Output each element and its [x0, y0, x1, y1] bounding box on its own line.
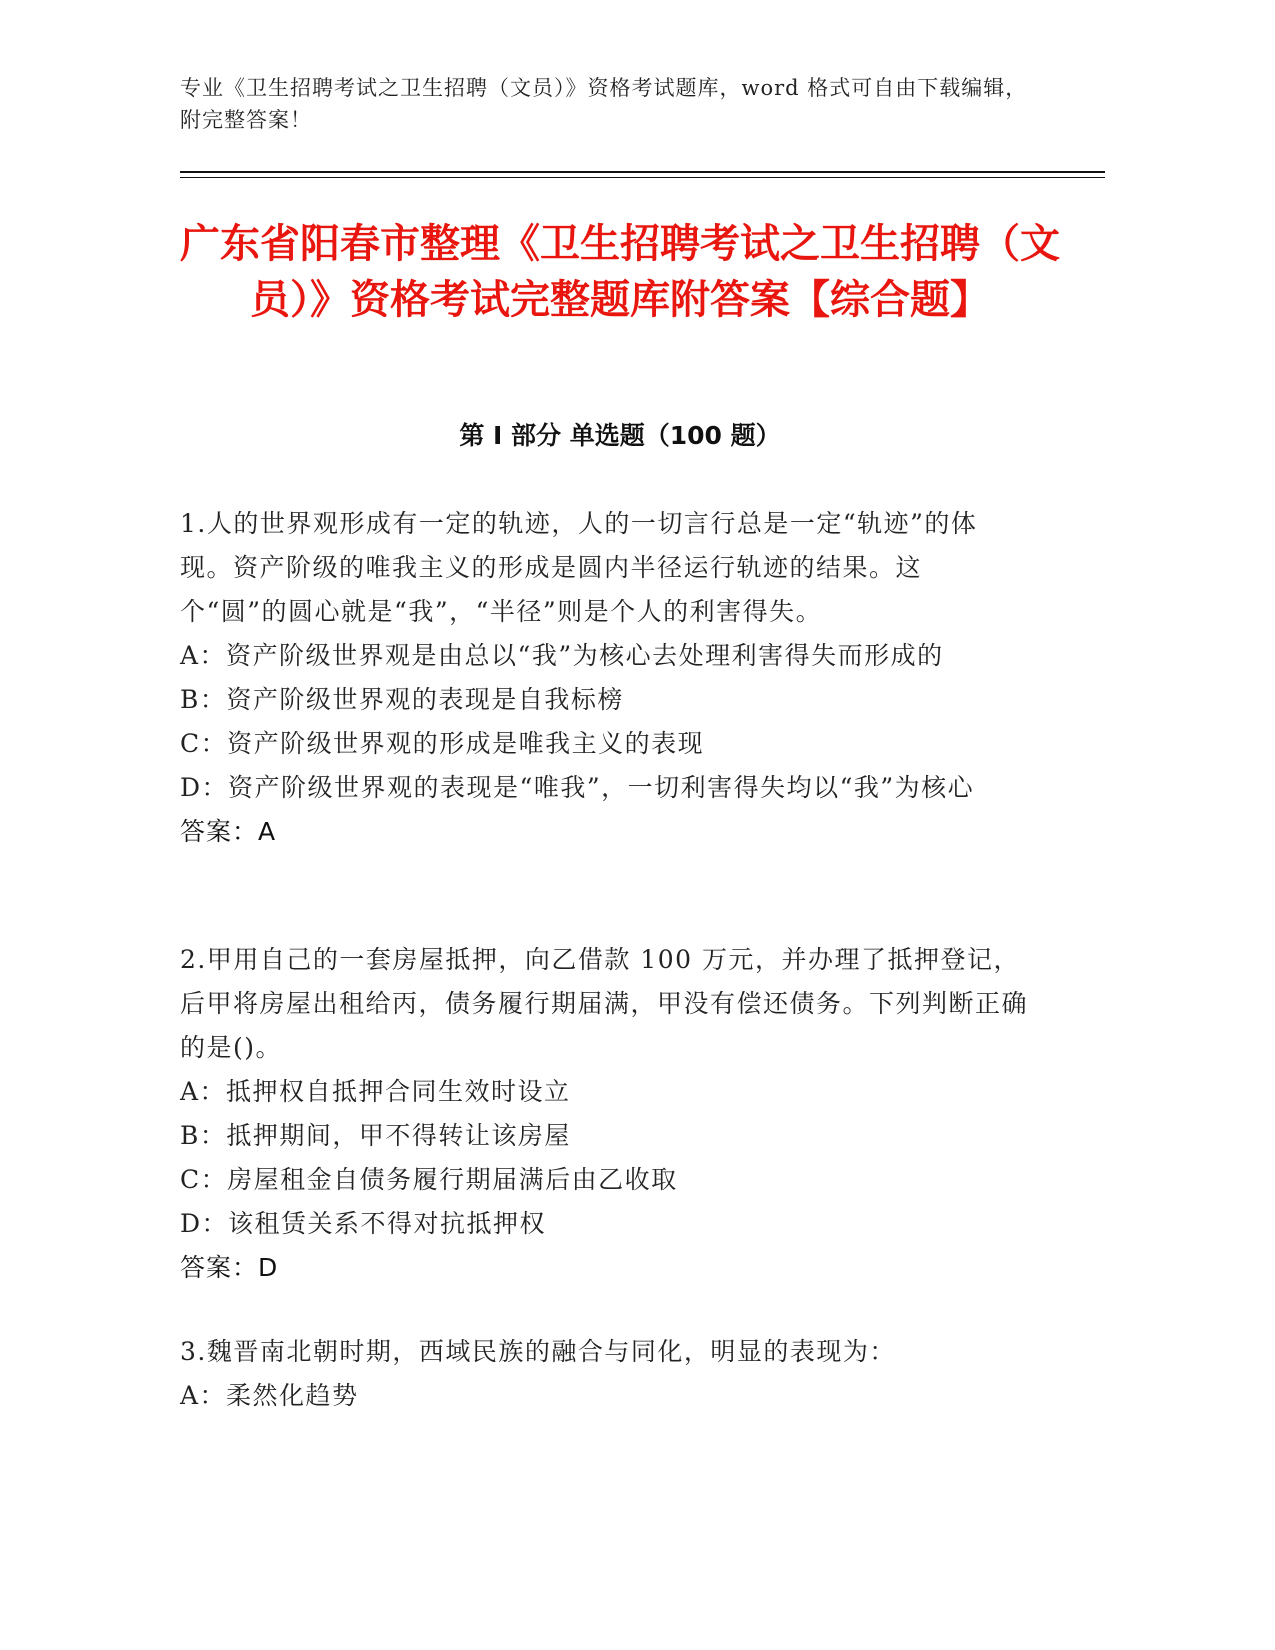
option-d: D：该租赁关系不得对抗抵押权	[180, 1209, 547, 1238]
question-3	[180, 1330, 1030, 1418]
question-stem: 3.魏晋南北朝时期，西域民族的融合与同化，明显的表现为：	[180, 1337, 896, 1366]
option-a: A：资产阶级世界观是由总以“我”为核心去处理利害得失而形成的	[180, 641, 944, 670]
answer-line: 答案：A	[180, 817, 277, 846]
header-divider-thin	[180, 177, 1105, 178]
document-title: 广东省阳春市整理《卫生招聘考试之卫生招聘（文员）》资格考试完整题库附答案【综合题】	[180, 221, 1060, 323]
question-1	[180, 502, 1030, 854]
header-note: 专业《卫生招聘考试之卫生招聘（文员）》资格考试题库，word 格式可自由下载编辑，附完整答案！	[180, 76, 1028, 132]
option-a: A：抵押权自抵押合同生效时设立	[180, 1077, 571, 1106]
question-stem: 2.甲用自己的一套房屋抵押，向乙借款 100 万元，并办理了抵押登记，后甲将房屋出租给丙，债务履行期届满，甲没有偿还债务。下列判断正确的是()。	[180, 945, 1029, 1062]
header-divider-thick	[180, 171, 1105, 173]
option-a: A：柔然化趋势	[180, 1381, 359, 1410]
question-2	[180, 938, 1030, 1290]
option-b: B：资产阶级世界观的表现是自我标榜	[180, 685, 624, 714]
question-stem: 1.人的世界观形成有一定的轨迹，人的一切言行总是一定“轨迹”的体现。资产阶级的唯我主义的形成是圆内半径运行轨迹的结果。这个“圆”的圆心就是“我”，“半径”则是个人的利害得失。	[180, 509, 978, 626]
option-c: C：房屋租金自债务履行期届满后由乙收取	[180, 1165, 678, 1194]
option-b: B：抵押期间，甲不得转让该房屋	[180, 1121, 571, 1150]
option-c: C：资产阶级世界观的形成是唯我主义的表现	[180, 729, 705, 758]
option-d: D：资产阶级世界观的表现是“唯我”，一切利害得失均以“我”为核心	[180, 773, 975, 802]
answer-line: 答案：D	[180, 1253, 279, 1282]
section-heading: 第 I 部分 单选题（100 题）	[459, 421, 781, 450]
